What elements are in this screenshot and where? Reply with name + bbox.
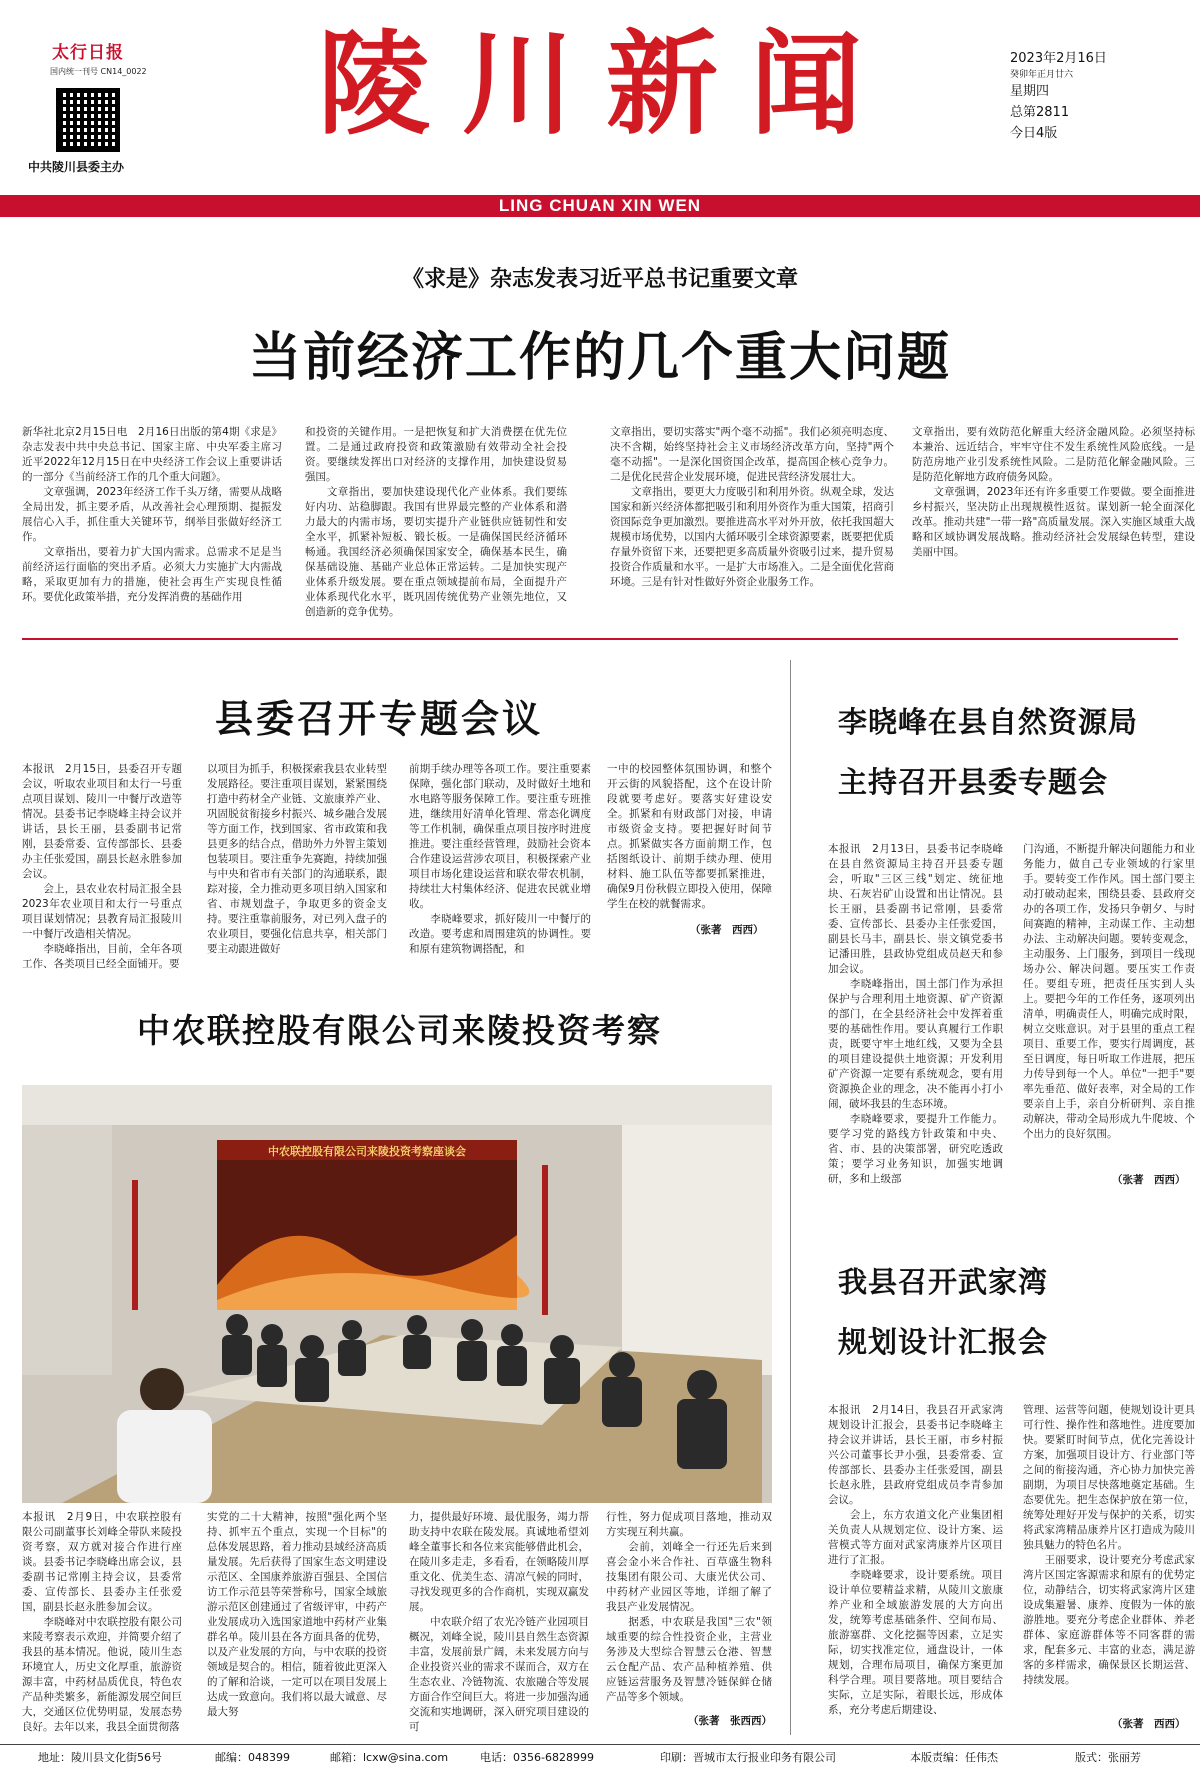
brand-logo: 太行日报 [52,43,124,63]
article-3-col-1: 本报讯 2月13日，县委书记李晓峰在县自然资源局主持召开县委专题会，听取"三区三线"划定、统征地块、石灰岩矿山设置和出让情况。县长王丽，县委副书记常刚，县委常委、宣传部长、县委办主任张爱国，副县长马丰，副县长、崇文镇党委书记潘田胜，县政协党组成员赵天和参加会议。 李晓峰指出，国土部门作为承担保护与合理利用土地资源、矿产资源的部门，在全县经济社会中发挥着重要的基础性作用。要认真履行工作职责，既要守牢土地红线，又要为全县的项目建设提供土地资源；开发利用矿产资源一定要有系统观念，要有用资源换企业的理念，决不能再小打小闹，破坏我县的生态环境。 李晓峰要求，要提升工作能力。要学习党的路线方针政策和中央、省、市、县的决策部署，研究吃透政策；要学习业务知识，加强实地调研，多和上级部 [828,843,1003,1185]
article-2-col-4: 行性，努力促成项目落地，推动双方实现互利共赢。 会前，刘峰全一行还先后来到喜会金小米合作社、百草盛生物科技集团有限公司、大康光伏公司、中药材产业园区等地，详细了解了我县产业发展情况。 据悉，中农联是我国"三农"领域重要的综合性投资企业，主营业务涉及大型综合智慧云仓港、智慧云仓配产品、农产品种植养殖、供应链运营服务及智慧冷链保鲜仓储产品等多个领域。 [606,1511,772,1703]
article-1-col-4: 一中的校园整体氛围协调，和整个开云街的风貌搭配，这个在设计阶段就要考虑好。要落实好建设安全。抓紧和有财政部门对接，申请市级资金支持。要把握好时间节点。抓紧做实各方面前期工作，包括图纸设计、前期手续办理、使用材料、施工队伍等都要抓紧推进，确保9月份秋假立即投入使用，保障学生在校的就餐需求。 [607,763,772,910]
article-1-title: 县委召开专题会议 [215,697,544,741]
meeting-photo [22,1085,772,1503]
article-2-col-1: 本报讯 2月9日，中农联控股有限公司副董事长刘峰全带队来陵投资考察，双方就对接合作进行座谈。县委书记李晓峰出席会议，县委副书记常刚主持会议，县委常委、宣传部长、县委办主任张爱国，副县长赵永胜参加会议。 李晓峰对中农联控股有限公司来陵考察表示欢迎，并简要介绍了我县的基本情况。他说，陵川生态环境宜人，历史文化厚重，旅游资源丰富，中药材品质优良，特色农产品种类繁多，新能源发展空间巨大，交通区位优势明显，发展态势良好。去年以来，我县全面贯彻落 [22,1511,182,1733]
footer [0,1744,1200,1767]
newspaper-title: 陵川新闻 [318,19,894,150]
lunar-date: 癸卯年正月廿六 [1010,70,1074,80]
pinyin-title: LING CHUAN XIN WEN [498,196,702,215]
masthead [0,0,1200,195]
lead-col-3: 文章指出，要切实落实"两个毫不动摇"。我们必须亮明态度、决不含糊，始终坚持社会主义市场经济改革方向，坚持"两个毫不动摇"。一是深化国资国企改革，提高国企核心竞争力。二是优化民营企业发展环境，促进民营经济发展壮大。 文章指出，要更大力度吸引和利用外资。纵观全球，发达国家和新兴经济体都把吸引和利用外资作为重大国策，招商引资国际竞争更加激烈。要推进高水平对外开放，依托我国超大规模市场优势，以国内大循环吸引全球资源要素，既要把优质存量外资留下来，还要把更多高质量外资吸引过来，提升贸易投资合作质量和水平。一是扩大市场准入。二是全面优化营商环境。三是有针对性做好外资企业服务工作。 [610,426,894,588]
footer-email: 邮箱：lcxw@sina.com [330,1751,449,1764]
article-2-byline: （张著 张西西） [688,1715,772,1727]
section-divider [22,638,1178,640]
article-2-title: 中农联控股有限公司来陵投资考察 [137,1011,662,1050]
footer-phone: 电话：0356-6828999 [480,1751,594,1764]
lead-col-4: 文章指出，要有效防范化解重大经济金融风险。必须坚持标本兼治、远近结合，牢牢守住不发生系统性风险底线。一是防范房地产业引发系统性风险。二是防范化解金融风险。三是防范化解地方政府债务风险。 文章强调，2023年还有许多重要工作要做。要全面推进乡村振兴，坚决防止出现规模性返贫。谋划新一轮全面深化改革。推动共建"一带一路"高质量发展。深入实施区域重大战略和区域协调发展战略。推动经济社会发展绿色转型，建设美丽中国。 [912,426,1195,558]
article-3-byline: （张著 西西） [1112,1174,1186,1186]
page-count: 今日4版 [1010,126,1058,141]
weekday: 星期四 [1010,84,1050,99]
footer-postcode: 邮编：048399 [215,1751,290,1764]
article-3-col-2: 门沟通，不断提升解决问题能力和业务能力，做自己专业领域的行家里手。要转变工作作风。国土部门要主动打破动起来，围绕县委、县政府交办的各项工作，发扬只争朝夕、与时间赛跑的精神，主动谋工作、主动想办法、主动解决问题。要转变观念，主动服务、上门服务，到项目一线现场办公、解决问题。要压实工作责任。要组专班，把责任压实到人头上。要把今年的工作任务，逐项列出清单，明确责任人，明确完成时限，树立交账意识。对于县里的重点工程项目、重要工作，要实行周调度，甚至日调度，每日听取工作进展，把压力传导到每一个人。单位"一把手"要率先垂范、做好表率，对全局的工作要亲自上手，亲自分析研判、亲自推动解决，带动全局形成九牛爬坡、个个出力的良好氛围。 [1023,843,1195,1140]
article-4-col-1: 本报讯 2月14日，我县召开武家湾规划设计汇报会，县委书记李晓峰主持会议并讲话，县长王丽，市乡村振兴公司董事长尹小强，县委常委、宣传部部长、县委办主任张爱国，副县长赵永胜，县政府党组成员李青参加会议。 会上，东方农道文化产业集团相关负责人从规划定位、设计方案、运营模式等方面对武家湾康养片区项目进行了汇报。 李晓峰要求，设计要系统。项目设计单位要精益求精，从陵川文旅康养产业和全域旅游发展的大方向出发，统筹考虑基础条件、空间布局、旅游塞群、文化挖掘等因素，立足实际，切实找准定位，通盘设计，一体规划，合理布局项目，确保方案更加科学合理。项目要落地。项目要结合实际，立足实际，着眼长远，形成体系，充分考虑后期建设、 [828,1404,1003,1716]
qr-code-icon [56,88,120,152]
article-1-byline: （张著 西西） [690,924,764,936]
footer-printer: 印刷：晋城市太行报业印务有限公司 [660,1751,836,1764]
article-1-col-1: 本报讯 2月15日，县委召开专题会议，听取农业项目和太行一号重点项目谋划、陵川一中餐厅改造等情况。县委书记李晓峰主持会议并讲话，县长王丽，县委副书记常刚，县委常委、宣传部部长、县委办主任张爱国，副县长赵永胜参加会议。 会上，县农业农村局汇报全县2023年农业项目和太行一号重点项目谋划情况；县教育局汇报陵川一中餐厅改造相关情况。 李晓峰指出，目前，全年各项工作、各类项目已经全面铺开。要 [22,763,182,970]
issue-meta [1010,48,1107,144]
footer-address: 地址：陵川县文化街56号 [38,1751,162,1764]
article-3-title-line-1: 李晓峰在县自然资源局 [838,705,1139,739]
photo-banner-text: 中农联控股有限公司来陵投资考察座谈会 [268,1145,466,1158]
cn-code: 国内统一刊号 CN14_0022 [50,67,147,76]
article-2-col-2: 实党的二十大精神，按照"强化两个坚持、抓牢五个重点，实现一个目标"的总体发展思路，着力推动县域经济高质量发展。先后获得了国家生态文明建设示范区、全国康养旅游百强县、全国信访工作示范县等荣誉称号，国家全域旅游示范区创建通过了省级评审，中药产业发展成功入选国家道地中药材产业集群名单。陵川县在各方面具备的优势，以及产业发展的方向，与中农联的投资领域是契合的。相信，随着彼此更深入的了解和洽谈，一定可以在项目发展上达成一致意向。我们将以最大诚意、尽最大努 [207,1511,387,1718]
article-4-title-line-2: 规划设计汇报会 [838,1325,1049,1359]
article-2-col-3: 力，提供最好环境、最优服务，竭力帮助支持中农联在陵发展。真诚地希望刘峰全董事长和各位来宾能够借此机会，在陵川多走走，多看看，在领略陵川厚重文化、优美生态、清凉气候的同时，寻找发现更多的合作商机，实现双赢发展。 中农联介绍了农光冷链产业园项目概况，刘峰全说，陵川县自然生态资源丰富，发展前景广阔，未来发展方向与企业投资兴业的需求不谋而合，双方在生态农业、冷链物流、农旅融合等发展方面合作空间巨大。将进一步加强沟通交流和实地调研，深入研究项目建设的可 [409,1511,589,1733]
issue-date: 2023年2月16日 [1010,51,1107,66]
lead-headline: 当前经济工作的几个重大问题 [248,328,951,388]
sponsor: 中共陵川县委主办 [28,160,125,174]
article-1-col-3: 前期手续办理等各项工作。要注重要素保障，强化部门联动，及时做好土地和水电路等服务保障工作。要注重专班推进，继续用好清单化管理、常态化调度等工作机制，确保重点项目按序时进度推进。要注重经营管理，鼓励社会资本合作建设运营涉农项目，积极探索产业项目市场化建设运营和联农带农机制，持续壮大村集体经济、促进农民就业增收。 李晓峰要求，抓好陵川一中餐厅的改造。要考虑和周围建筑的协调性。要和原有建筑物调搭配，和 [409,763,591,955]
column-rule [790,660,791,1735]
lead-kicker: 《求是》杂志发表习近平总书记重要文章 [401,266,798,292]
lead-col-2: 和投资的关键作用。一是把恢复和扩大消费摆在优先位置。二是通过政府投资和政策激励有效带动全社会投资。要继续发挥出口对经济的支撑作用，加快建设贸易强国。 文章指出，要加快建设现代化产业体系。我们要练好内功、站稳脚跟。我国有世界最完整的产业体系和潜力最大的内需市场，要切实提升产业链供应链韧性和安全水平，抓紧补短板、锻长板。一是确保国民经济循环畅通。我国经济必须确保国家安全，确保基本民生，确保基础设施、基础产业总体正常运转。二是加快实现产业体系升级发展。要在重点领域提前布局，全面提升产业体系现代化水平，既巩固传统优势产业领先地位，又创造新的竞争优势。 [305,426,567,618]
article-3-title-line-2: 主持召开县委专题会 [838,765,1109,799]
issue-number: 总第2811 [1010,105,1070,120]
footer-editor: 本版责编：任伟杰 [910,1751,998,1764]
article-4-col-2: 管理、运营等问题，使规划设计更具可行性、操作性和落地性。进度要加快。要紧盯时间节点，优化完善设计方案，加强项目设计方、行业部门等之间的衔接沟通，齐心协力加快完善副期，为项目尽快落地奠定基础。生态要优先。把生态保护放在第一位，统筹处理好开发与保护的关系，切实将武家湾精品康养片区打造成为陵川独具魅力的特色名片。 王丽要求，设计要充分考虑武家湾片区国定客源需求和原有的优势定位，动静结合，切实将武家湾片区建设成集避暑、康养、度假为一体的旅游胜地。要充分考虑企业群体、养老群体、家庭游群体等不同客群的需求，配套多元、丰富的业态，满足游客的多样需求，确保景区长期运营、持续发展。 [1023,1404,1195,1686]
article-1-col-2: 以项目为抓手，积极探索我县农业转型发展路径。要注重项目谋划，紧紧围绕打造中药材全产业链、文旅康养产业、巩固脱贫衔接乡村振兴、城乡融合发展等方面工作，找到国家、省市政策和我县更多的结合点，借助外力外智主策划包装项目。要注重争先赛跑，持续加强与中央和省市有关部门的沟通联系，跟踪对接，全力推动更多项目纳入国家和省、市规划盘子，争取更多的资金支持。要注重靠前服务，对已列入盘子的农业项目，要强化信息共享，相关部门要主动跟进做好 [207,763,387,955]
footer-layout: 版式：张丽芳 [1075,1751,1141,1764]
meeting-photo-svg [22,1085,772,1503]
lead-col-1: 新华社北京2月15日电 2月16日出版的第4期《求是》杂志发表中共中央总书记、国家主席、中央军委主席习近平2022年12月15日在中央经济工作会议上重要讲话的一部分《当前经济工作的几个重大问题》。 文章强调，2023年经济工作千头万绪，需要从战略全局出发，抓主要矛盾，从改善社会心理预期、提振发展信心入手，抓住重大关键环节，纲举目张做好经济工作。 文章指出，要着力扩大国内需求。总需求不足是当前经济运行面临的突出矛盾。必须大力实施扩大内需战略，采取更加有力的措施，使社会再生产实现良性循环。要优化政策举措，充分发挥消费的基础作用 [22,426,282,603]
article-4-byline: （张著 西西） [1112,1718,1186,1730]
article-4-title-line-1: 我县召开武家湾 [838,1265,1049,1299]
